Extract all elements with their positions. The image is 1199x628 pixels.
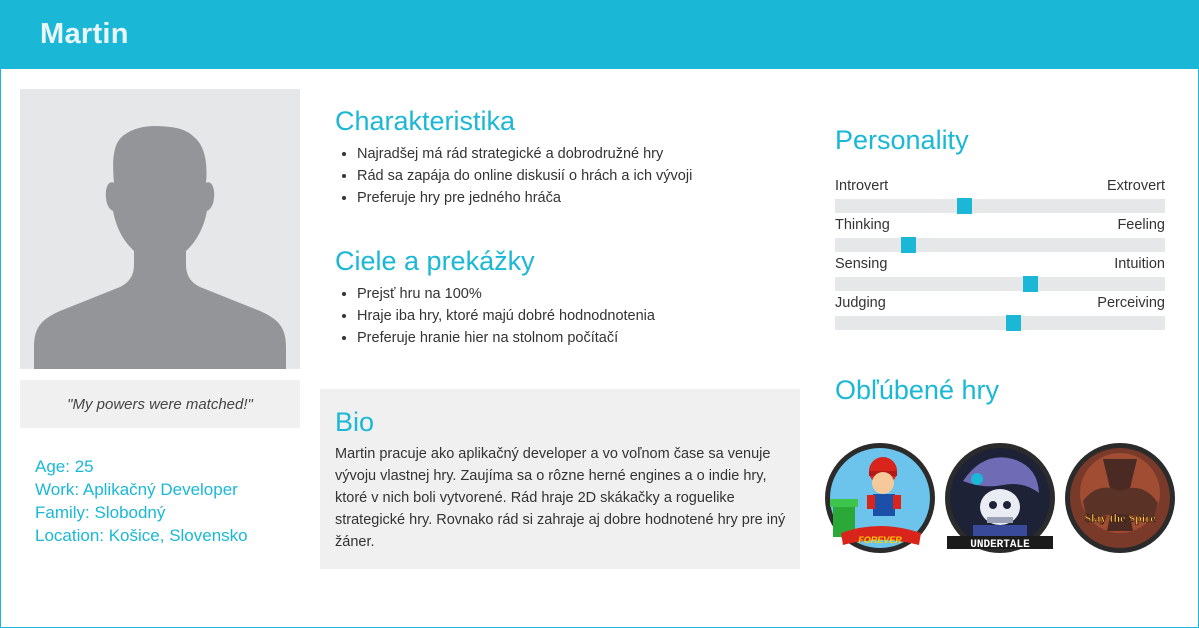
favorite-games-title: Obľúbené hry (835, 375, 999, 405)
characteristics-title: Charakteristika (335, 106, 516, 136)
slay-the-spire-logo-text: Slay the Spire (1084, 511, 1156, 525)
bio-panel (320, 389, 800, 569)
trait-slider-track (835, 316, 1165, 330)
trait-slider-knob (901, 237, 916, 253)
mario-forever-icon (823, 441, 937, 557)
trait-left-label: Judging (835, 295, 886, 311)
personality-title: Personality (835, 125, 969, 155)
persona-quote: "My powers were matched!" (20, 380, 300, 428)
trait-left-label: Sensing (835, 256, 888, 272)
list-item: • Najradšej má rád strategické a dobrodružné hry (357, 143, 692, 165)
list-item: • Rád sa zapája do online diskusií o hrách a ich vývoji (357, 165, 692, 187)
trait-thinking-feeling (835, 217, 1165, 257)
persona-facts (35, 455, 248, 547)
fact-location: Location: Košice, Slovensko (35, 526, 248, 545)
undertale-logo-text: UNDERTALE (970, 539, 1030, 551)
trait-slider-track (835, 277, 1165, 291)
fact-work: Work: Aplikačný Developer (35, 480, 238, 499)
list-item: • Hraje iba hry, ktoré majú dobré hodnodnotenia (357, 305, 655, 327)
trait-slider-knob (1023, 276, 1038, 292)
goals-list (335, 283, 655, 349)
fact-age: Age: 25 (35, 457, 94, 476)
trait-sensing-intuition (835, 256, 1165, 296)
trait-slider-track (835, 199, 1165, 213)
goals-title: Ciele a prekážky (335, 246, 535, 276)
trait-slider-track (835, 238, 1165, 252)
characteristics-list (335, 143, 692, 209)
trait-introvert-extrovert (835, 178, 1165, 218)
trait-left-label: Introvert (835, 178, 889, 194)
trait-left-label: Thinking (835, 217, 890, 233)
trait-right-label: Extrovert (1106, 178, 1165, 194)
list-item: • Preferuje hranie hier na stolnom počítačí (357, 327, 655, 349)
undertale-icon (943, 441, 1057, 557)
mario-forever-logo-text: FOREVER (858, 535, 902, 545)
game-icon-undertale[interactable] (943, 441, 1057, 557)
game-icon-slay-the-spire[interactable] (1063, 441, 1177, 557)
avatar (20, 89, 300, 369)
list-item: • Prejsť hru na 100% (357, 283, 655, 305)
bio-title: Bio (335, 407, 375, 437)
trait-right-label: Perceiving (1097, 295, 1165, 311)
bio-text: Martin pracuje ako aplikačný developer a vo voľnom čase sa venuje vývoju vlastnej hry. Zaujíma sa o rôzne herné engines a o indie hry, ktoré v nich boli vytvorené. Rád hraje 2D skákačky a roguelike strategické hry. Rovnako rád si zahraje aj dobre hodnotené hry pre iný žáner. (335, 446, 786, 550)
trait-right-label: Intuition (1114, 256, 1165, 272)
header-bar (1, 1, 1198, 69)
slay-the-spire-icon (1063, 441, 1177, 557)
persona-name: Martin (40, 18, 129, 50)
user-silhouette-icon (20, 89, 300, 369)
list-item: • Preferuje hry pre jedného hráča (357, 187, 692, 209)
trait-slider-knob (1006, 315, 1021, 331)
trait-slider-knob (957, 198, 972, 214)
game-icon-mario-forever[interactable] (823, 441, 937, 557)
trait-judging-perceiving (835, 295, 1165, 335)
trait-right-label: Feeling (1117, 217, 1165, 233)
fact-family: Family: Slobodný (35, 503, 166, 522)
